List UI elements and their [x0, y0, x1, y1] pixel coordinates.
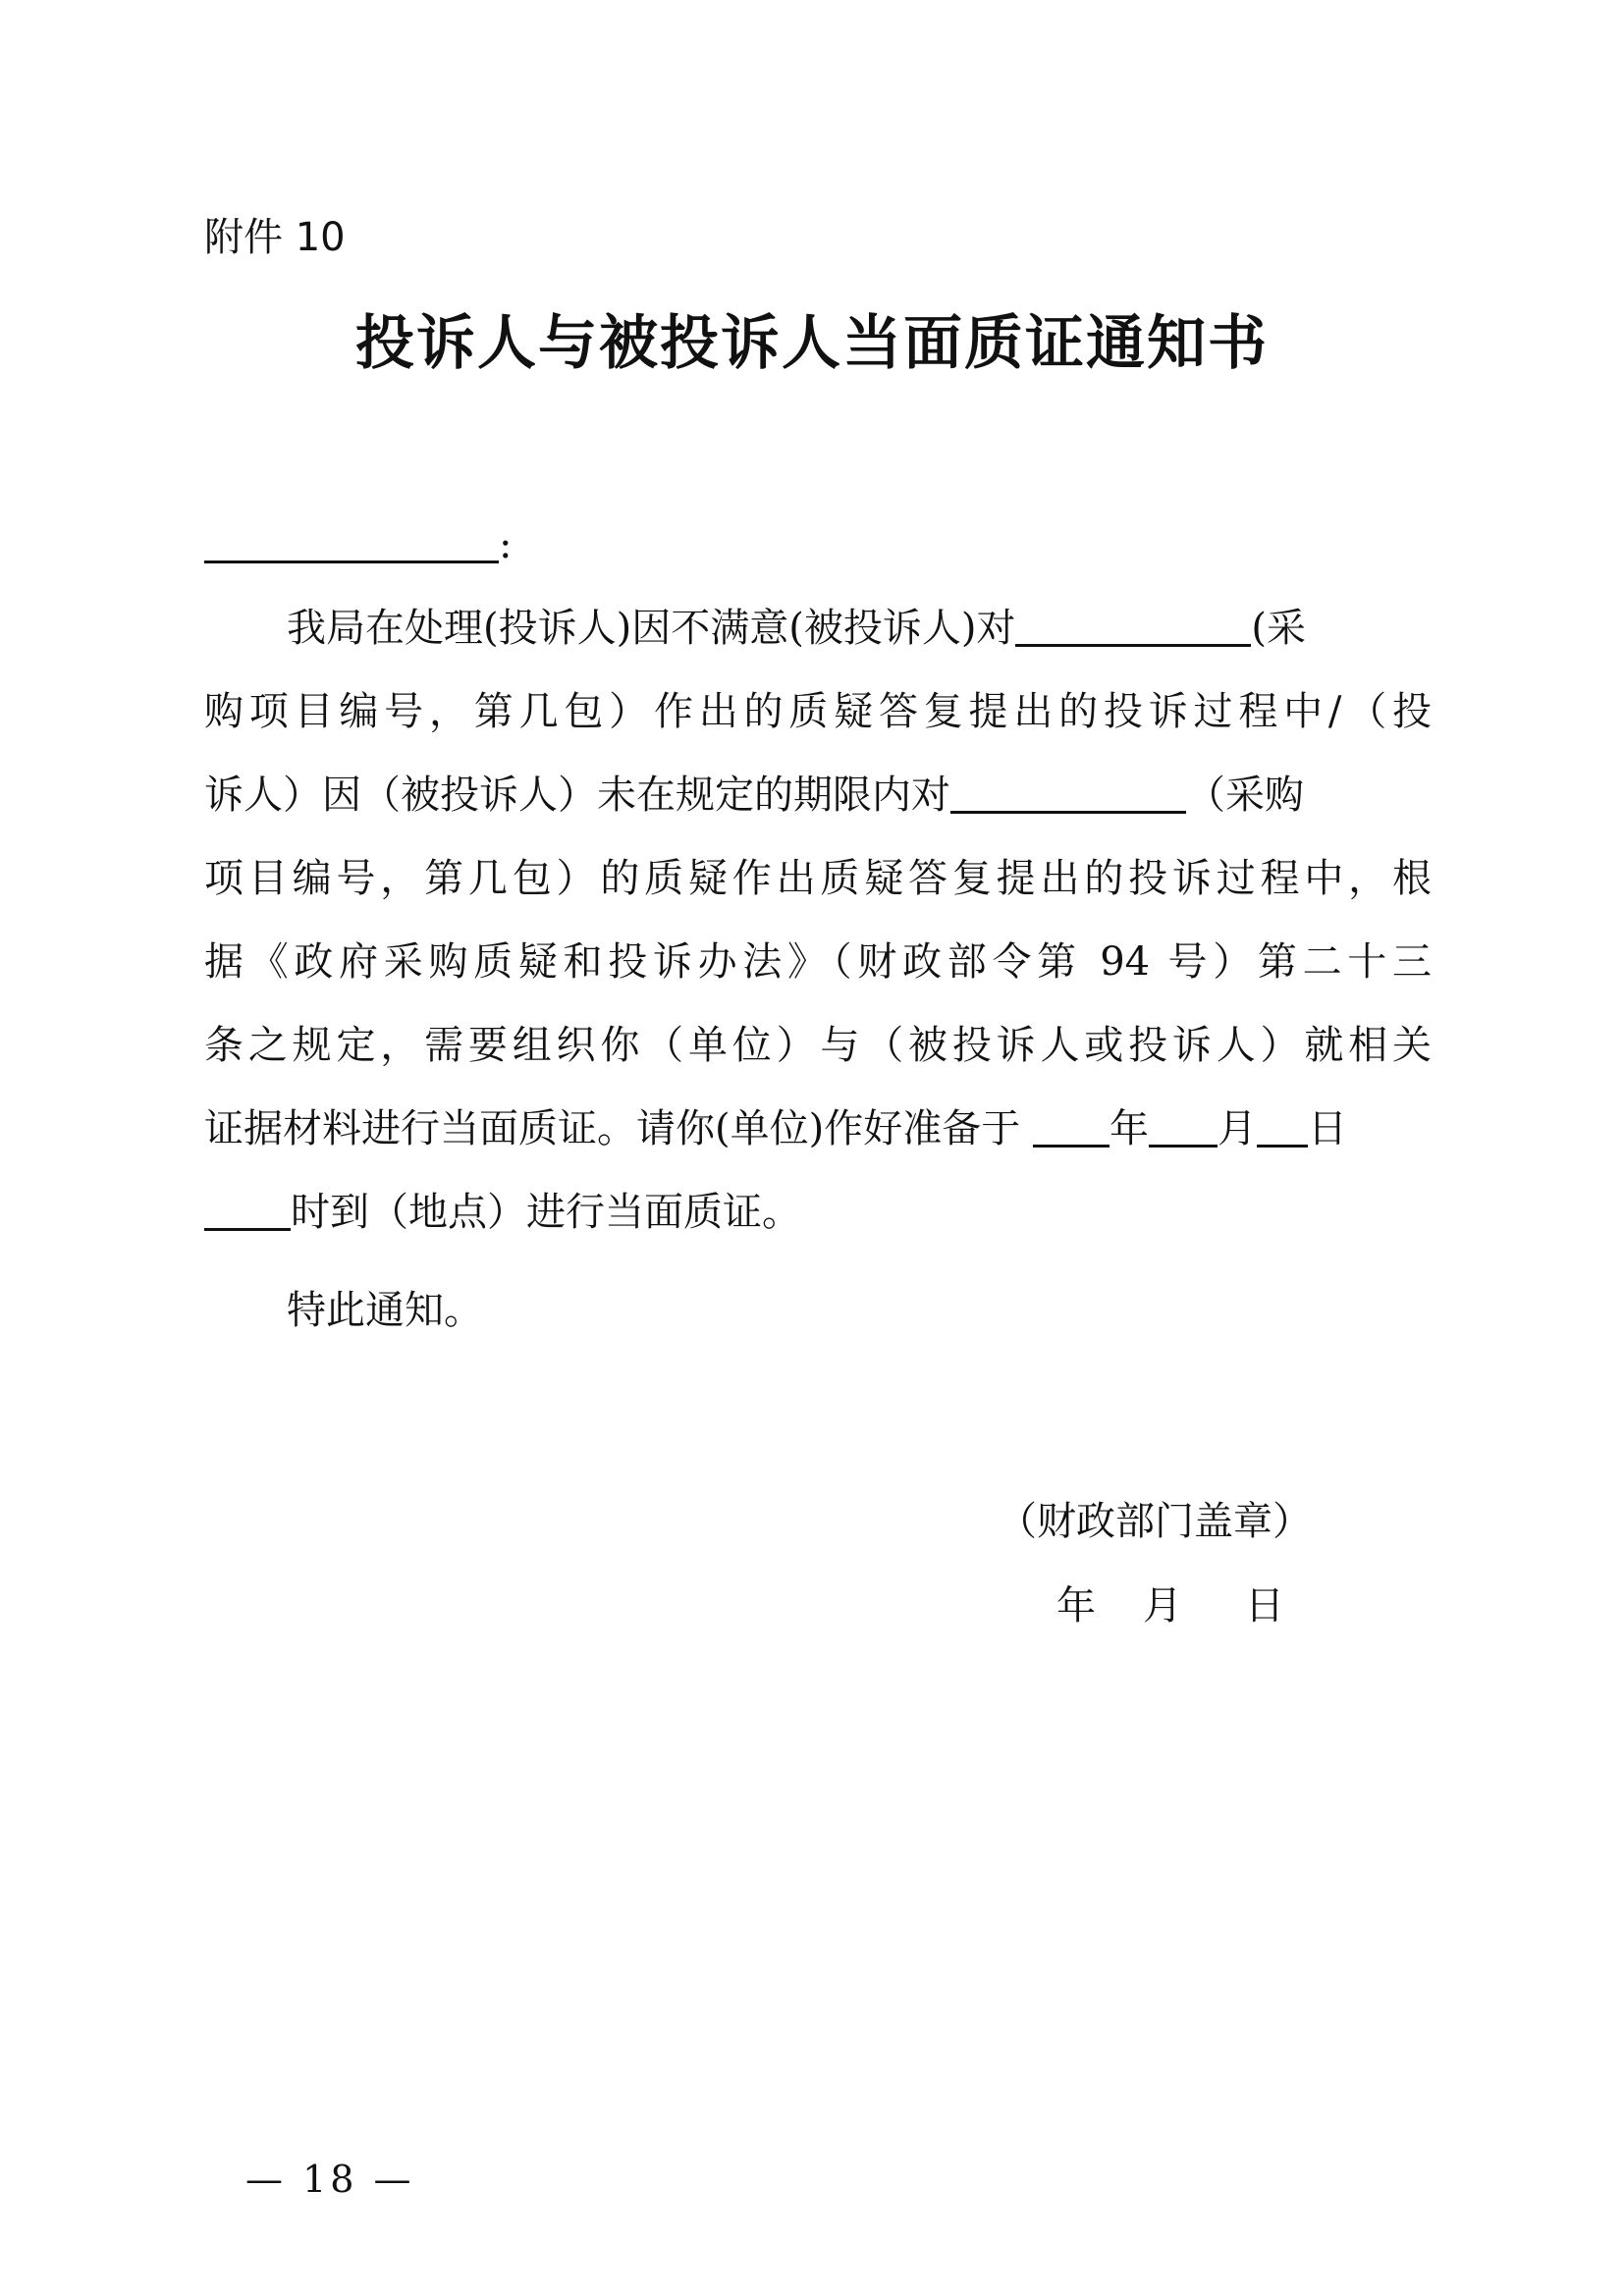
signature-day-label: 日 — [1245, 1583, 1284, 1629]
body-line-8 — [204, 1183, 1432, 1242]
day-blank[interactable] — [1257, 1099, 1308, 1148]
body-line-7 — [204, 1099, 1432, 1158]
day-label: 日 — [1307, 1106, 1347, 1151]
signature-year-label: 年 — [1056, 1583, 1096, 1629]
addressee-line — [204, 515, 512, 574]
project-number-blank-2[interactable] — [950, 766, 1186, 814]
hour-blank[interactable] — [204, 1183, 291, 1231]
body-line-2: 购项目编号，第几包）作出的质疑答复提出的投诉过程中/（投 — [204, 689, 1432, 734]
page-number: — 18 — — [245, 2158, 415, 2201]
year-blank[interactable] — [1033, 1099, 1110, 1148]
body-line-7-text: 证据材料进行当面质证。请你(单位)作好准备于 — [204, 1106, 1021, 1151]
body-line-1-text: 我局在处理(投诉人)因不满意(被投诉人)对 — [287, 606, 1016, 651]
body-line-3-text: 诉人）因（被投诉人）未在规定的期限内对 — [204, 773, 950, 818]
body-line-8-text: 时到（地点）进行当面质证。 — [291, 1190, 801, 1235]
document-title: 投诉人与被投诉人当面质证通知书 — [355, 309, 1269, 378]
year-label: 年 — [1109, 1106, 1149, 1151]
addressee-colon: : — [499, 522, 513, 567]
body-line-6: 条之规定，需要组织你（单位）与（被投诉人或投诉人）就相关 — [204, 1023, 1432, 1068]
body-line-5: 据《政府采购质疑和投诉办法》（财政部令第 94 号）第二十三 — [204, 939, 1432, 985]
closing-text: 特此通知。 — [287, 1288, 483, 1333]
addressee-blank[interactable] — [204, 515, 499, 563]
body-line-1-tail: (采 — [1251, 606, 1307, 651]
month-blank[interactable] — [1149, 1099, 1218, 1148]
signature-month-label: 月 — [1143, 1583, 1182, 1629]
body-line-3-tail: （采购 — [1186, 773, 1304, 818]
month-label: 月 — [1217, 1106, 1257, 1151]
signature-date — [1056, 1576, 1284, 1635]
body-line-3 — [204, 766, 1432, 825]
body-line-1 — [204, 599, 1432, 658]
project-number-blank-1[interactable] — [1015, 599, 1251, 647]
attachment-label: 附件 10 — [204, 215, 346, 260]
body-line-4: 项目编号，第几包）的质疑作出质疑答复提出的投诉过程中，根 — [204, 856, 1432, 901]
seal-label: （财政部门盖章） — [998, 1499, 1312, 1544]
